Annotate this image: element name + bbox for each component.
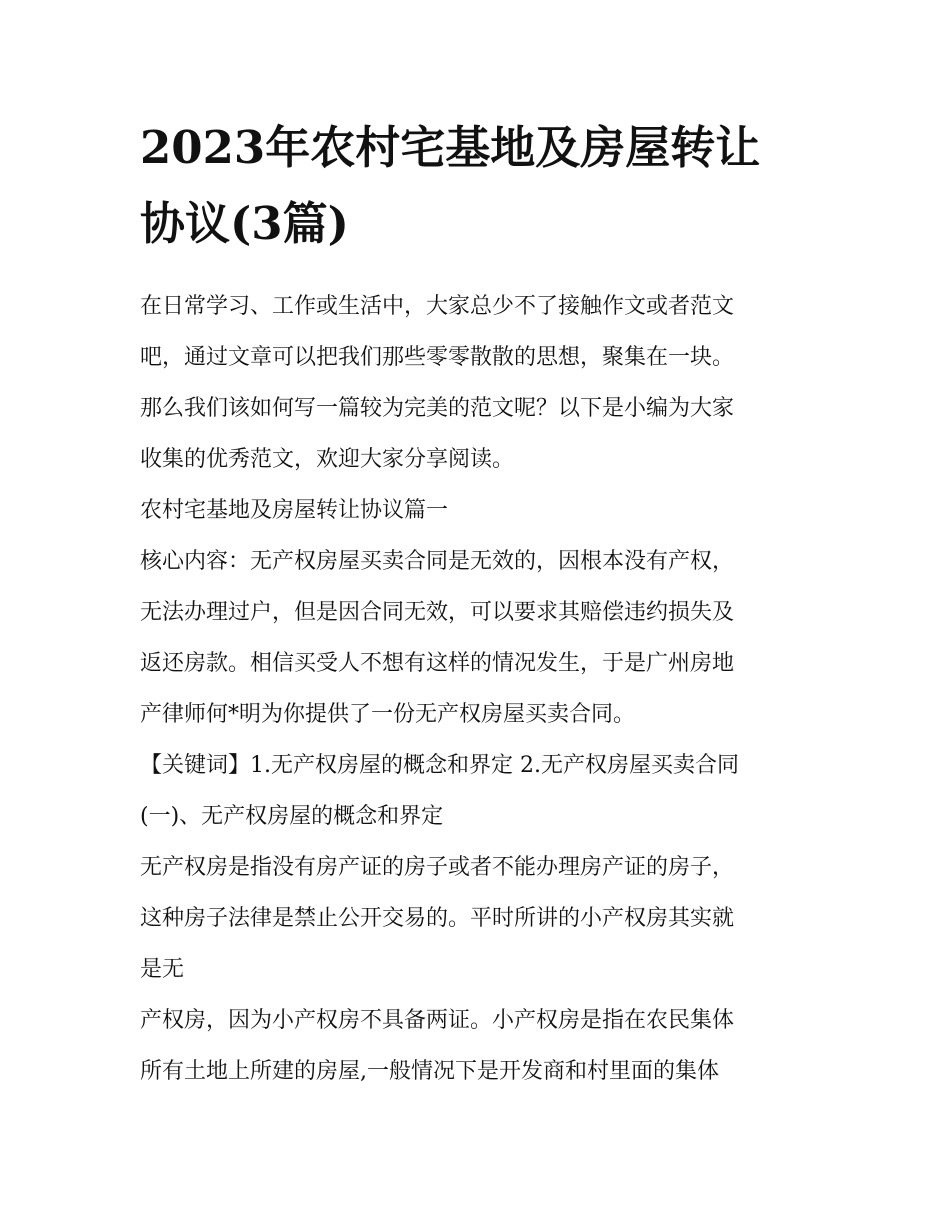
body-line: 所有土地上所建的房屋,一般情况下是开发商和村里面的集体	[140, 1059, 719, 1084]
body-line: 无法办理过户，但是因合同无效，可以要求其赔偿违约损失及	[140, 600, 735, 625]
body-line: 返还房款。相信买受人不想有这样的情况发生，于是广州房地	[140, 651, 735, 676]
body-line: 产权房，因为小产权房不具备两证。小产权房是指在农民集体	[140, 1008, 735, 1033]
body-line: 那么我们该如何写一篇较为完美的范文呢？以下是小编为大家	[140, 396, 735, 421]
section-heading: 农村宅基地及房屋转让协议篇一	[140, 498, 449, 523]
keywords-line: 【关键词】1.无产权房屋的概念和界定 2.无产权房屋买卖合同	[140, 753, 739, 778]
body-line: 吧，通过文章可以把我们那些零零散散的思想，聚集在一块。	[140, 345, 735, 370]
document-title: 2023年农村宅基地及房屋转让 协议(3篇)	[140, 121, 761, 250]
body-line: 在日常学习、工作或生活中，大家总少不了接触作文或者范文	[140, 294, 735, 319]
body-line: 收集的优秀范文，欢迎大家分享阅读。	[140, 447, 515, 472]
body-line: 产律师何*明为你提供了一份无产权房屋买卖合同。	[140, 702, 636, 727]
body-line: 无产权房是指没有房产证的房子或者不能办理房产证的房子，	[140, 855, 735, 880]
document-body	[140, 281, 830, 1097]
subsection-heading: (一)、无产权房屋的概念和界定	[140, 804, 444, 829]
body-line: 核心内容：无产权房屋买卖合同是无效的，因根本没有产权，	[140, 549, 735, 574]
body-line: 这种房子法律是禁止公开交易的。平时所讲的小产权房其实就	[140, 906, 735, 931]
body-line: 是无	[140, 957, 185, 982]
